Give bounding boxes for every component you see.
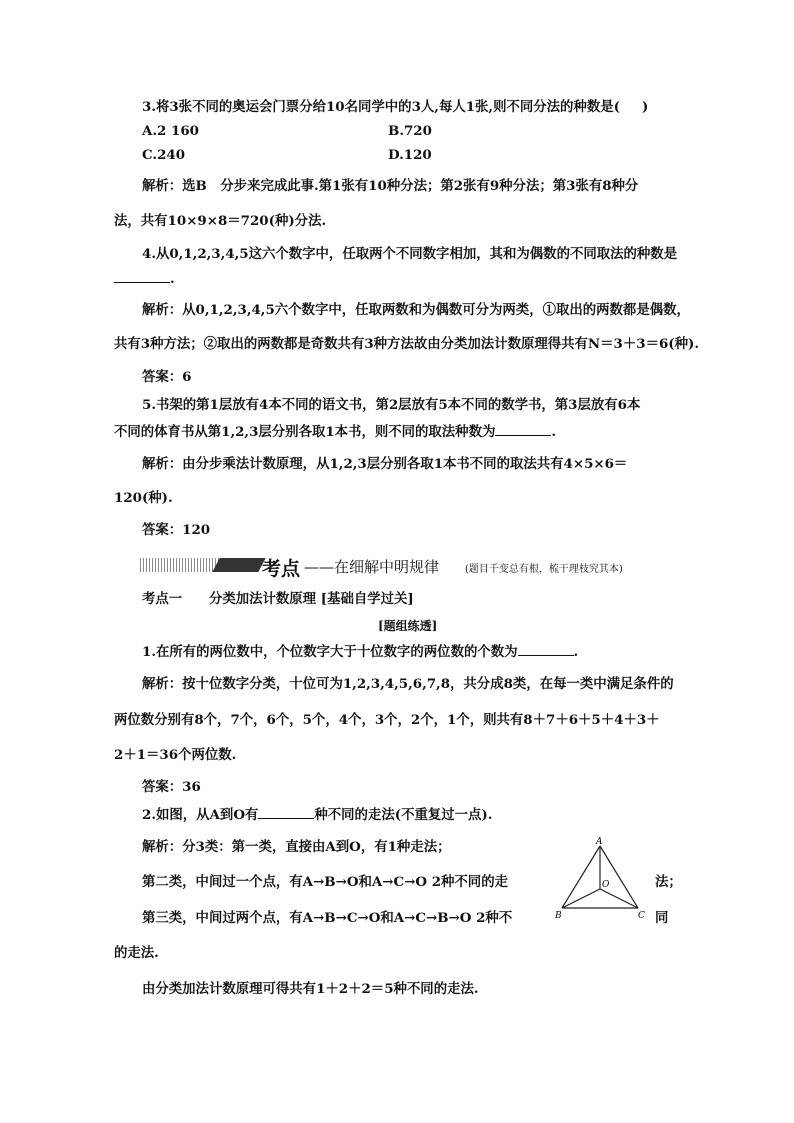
p1-stem-end: . bbox=[573, 644, 579, 660]
q5-stem-line2-text: 不同的体育书从第1,2,3层分别各取1本书，则不同的取法种数为 bbox=[114, 424, 496, 440]
q5-analysis-line2: 120(种). bbox=[114, 490, 173, 506]
q4-analysis-line2: 共有3种方法；②取出的两数都是奇数共有3种方法故由分类加法计数原理得共有N＝3＋3＝6(种). bbox=[114, 336, 700, 352]
q4-answer: 答案：6 bbox=[142, 369, 192, 385]
p2-analysis-line3b: 同 bbox=[655, 910, 669, 926]
q5-analysis-line1: 解析：由分步乘法计数原理，从1,2,3层分别各取1本书不同的取法共有4×5×6＝ bbox=[142, 456, 628, 472]
banner-subtitle: ——在细解中明规律 bbox=[304, 558, 440, 576]
label-b: B bbox=[555, 911, 562, 921]
p2-stem-b: 种不同的走法(不重复过一点). bbox=[314, 807, 493, 823]
p2-analysis-line1: 解析：分3类：第一类，直接由A到O，有1种走法； bbox=[142, 839, 451, 855]
q4-stem-end: . bbox=[170, 271, 175, 287]
triangle-figure bbox=[552, 836, 658, 922]
section-heading: 考点一 分类加法计数原理 [基础自学过关] bbox=[142, 591, 414, 607]
q3-stem bbox=[142, 98, 648, 116]
q3-option-b: B.720 bbox=[388, 123, 432, 139]
q3-stem-text: 3.将3张不同的奥运会门票分给10名同学中的3人,每人1张,则不同分法的种数是( bbox=[142, 99, 620, 115]
q3-analysis-line1: 解析：选B 分步来完成此事.第1张有10种分法；第2张有9种分法；第3张有8种分 bbox=[142, 178, 639, 194]
banner-slab-decoration bbox=[212, 558, 265, 572]
p1-stem bbox=[142, 643, 578, 661]
section-banner bbox=[140, 554, 660, 578]
q5-stem-line1: 5.书架的第1层放有4本不同的语文书，第2层放有5本不同的数学书，第3层放有6本 bbox=[142, 397, 641, 413]
p1-analysis-line3: 2＋1＝36个两位数. bbox=[114, 747, 237, 763]
q4-answer-blank bbox=[114, 270, 170, 283]
p2-analysis-line2b: 法； bbox=[655, 874, 682, 890]
p2-stem bbox=[142, 806, 492, 824]
q3-stem-end: ) bbox=[641, 99, 649, 115]
q3-option-c: C.240 bbox=[142, 147, 186, 163]
label-o: O bbox=[602, 880, 610, 890]
p2-stem-a: 2.如图，从A到O有 bbox=[142, 807, 259, 823]
p1-analysis-line2: 两位数分别有8个，7个，6个，5个，4个，3个，2个，1个，则共有8＋7＋6＋5＋4＋3＋ bbox=[114, 712, 660, 728]
q4-stem-line1: 4.从0,1,2,3,4,5这六个数字中，任取两个不同数字相加，其和为偶数的不同取法的种数是 bbox=[142, 246, 678, 262]
q5-stem-line2 bbox=[114, 423, 556, 441]
q3-option-a: A.2 160 bbox=[142, 123, 199, 139]
q3-analysis-line2: 法，共有10×9×8＝720(种)分法. bbox=[114, 213, 327, 229]
p1-answer-blank bbox=[518, 643, 574, 656]
q5-answer-blank bbox=[495, 423, 551, 436]
p1-analysis-line1: 解析：按十位数字分类，十位可为1,2,3,4,5,6,7,8，共分成8类，在每一类中满足条件的 bbox=[142, 676, 674, 692]
label-a: A bbox=[596, 837, 603, 847]
p2-analysis-line4: 的走法. bbox=[114, 945, 159, 961]
q3-option-d: D.120 bbox=[388, 147, 432, 163]
q4-analysis-line1: 解析：从0,1,2,3,4,5六个数字中，任取两数和为偶数可分为两类，①取出的两数都是偶数， bbox=[142, 302, 690, 318]
p2-conclusion: 由分类加法计数原理可得共有1＋2＋2＝5种不同的走法. bbox=[142, 981, 479, 997]
p1-stem-text: 1.在所有的两位数中，个位数字大于十位数字的两位数的个数为 bbox=[142, 644, 518, 660]
banner-note: (题目千变总有根，梳干理枝究其本) bbox=[465, 564, 623, 575]
p2-analysis-line2a: 第二类，中间过一个点，有A→B→O和A→C→O 2种不同的走 bbox=[142, 874, 508, 890]
p1-answer: 答案：36 bbox=[142, 779, 201, 795]
p2-answer-blank bbox=[258, 806, 314, 819]
q5-answer: 答案：120 bbox=[142, 522, 211, 538]
banner-title: 考点 bbox=[262, 558, 301, 580]
q5-stem-end: . bbox=[551, 424, 557, 440]
label-c: C bbox=[638, 911, 645, 921]
group-title: [题组练透] bbox=[378, 619, 438, 633]
q4-stem-line2 bbox=[114, 270, 175, 288]
p2-analysis-line3a: 第三类，中间过两个点，有A→B→C→O和A→C→B→O 2种不 bbox=[142, 910, 513, 926]
